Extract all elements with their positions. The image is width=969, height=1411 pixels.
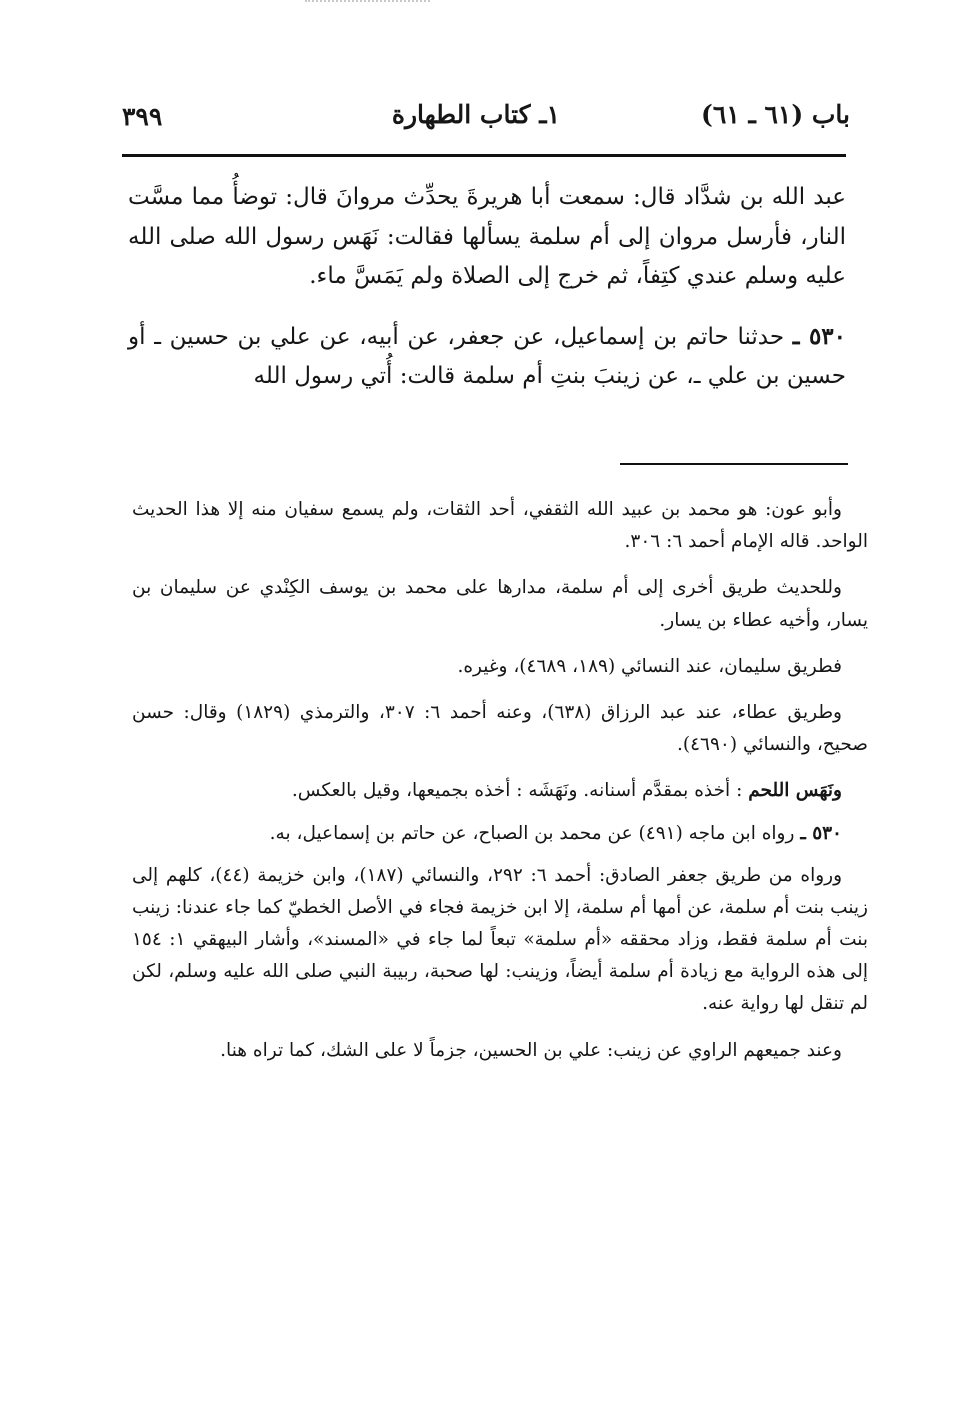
note-abu-awn: وأبو عون: هو محمد بن عبيد الله الثقفي، أحد الثقات، ولم يسمع سفيان منه إلا هذا الحديث الواحد. قاله الإمام أحمد ٦: ٣٠٦. [132,499,868,553]
footnote-separator [620,463,848,465]
note-sulayman-route: فطريق سليمان، عند النسائي (١٨٩، ٤٦٨٩)، وغيره. [457,655,842,677]
definition-lemma: ونَهَس اللحم [748,780,842,802]
running-header [118,100,850,144]
book-title: ١ـ كتاب الطهارة [391,100,560,129]
hadith-text: حدثنا حاتم بن إسماعيل، عن جعفر، عن أبيه، عن علي بن حسين ـ أو حسين بن علي ـ، عن زينبَ بنتِ أم سلمة قالت: أُتي رسول الله [128,323,846,390]
top-dotted-mark [305,0,430,6]
note-hadith-text: رواه ابن ماجه (٤٩١) عن محمد بن الصباح، عن حاتم بن إسماعيل، به. [269,822,795,844]
note-hadith-530 [132,818,868,850]
definition-text: : أخذه بمقدَّم أسنانه. ونَهَشَه : أخذه بجميعها، وقيل بالعكس. [291,780,743,802]
main-continuation: عبد الله بن شدَّاد قال: سمعت أبا هريرةَ يحدِّث مروانَ قال: توضأُ مما مسَّت النار، فأرسل مروان إلى أم سلمة يسألها فقالت: نَهَس رسول الله صلى الله عليه وسلم عندي كتِفاً، ثم خرج إلى الصلاة ولم يَمَسَّ ماء. [128,184,846,290]
chapter-range: باب (٦١ ـ ٦١) [701,100,850,129]
note-narrator: وعند جميعهم الراوي عن زينب: علي بن الحسين، جزماً لا على الشك، كما تراه هنا. [220,1039,842,1061]
note-jafar-route: ورواه من طريق جعفر الصادق: أحمد ٦: ٢٩٢، والنسائي (١٨٧)، وابن خزيمة (٤٤)، كلهم إلى زينب بنت أم سلمة، عن أمها أم سلمة، إلا ابن خزيمة فجاء في الأصل الخطيّ كما جاء عندنا: زينب بنت أم سلمة فقط، وزاد محققه «أم سلمة» تبعاً لما جاء في «المسند»، وأشار البيهقي ١: ١٥٤ إلى هذه الرواية مع زيادة أم سلمة أيضاً، وزينب: لها صحبة، ربيبة النبي صلى الله عليه وسلم، لكن لم تنقل لها رواية عنه. [132,864,868,1015]
note-other-route: وللحديث طريق أخرى إلى أم سلمة، مدارها على محمد بن يوسف الكِنْدي عن سليمان بن يسار، وأخيه عطاء بن يسار. [132,577,868,631]
hadith-paragraph [128,317,846,397]
footnotes [132,494,868,1081]
hadith-number: ٥٣٠ ـ [792,322,846,350]
note-hadith-number: ٥٣٠ ـ [800,822,842,844]
header-rule [122,154,846,157]
page-number: ٣٩٩ [122,102,163,131]
note-definition [132,775,868,807]
main-text [128,178,846,397]
note-ata-route: وطريق عطاء، عند عبد الرزاق (٦٣٨)، وعنه أحمد ٦: ٣٠٧، والترمذي (١٨٢٩) وقال: حسن صحيح، والنسائي (٤٦٩٠). [132,701,868,756]
